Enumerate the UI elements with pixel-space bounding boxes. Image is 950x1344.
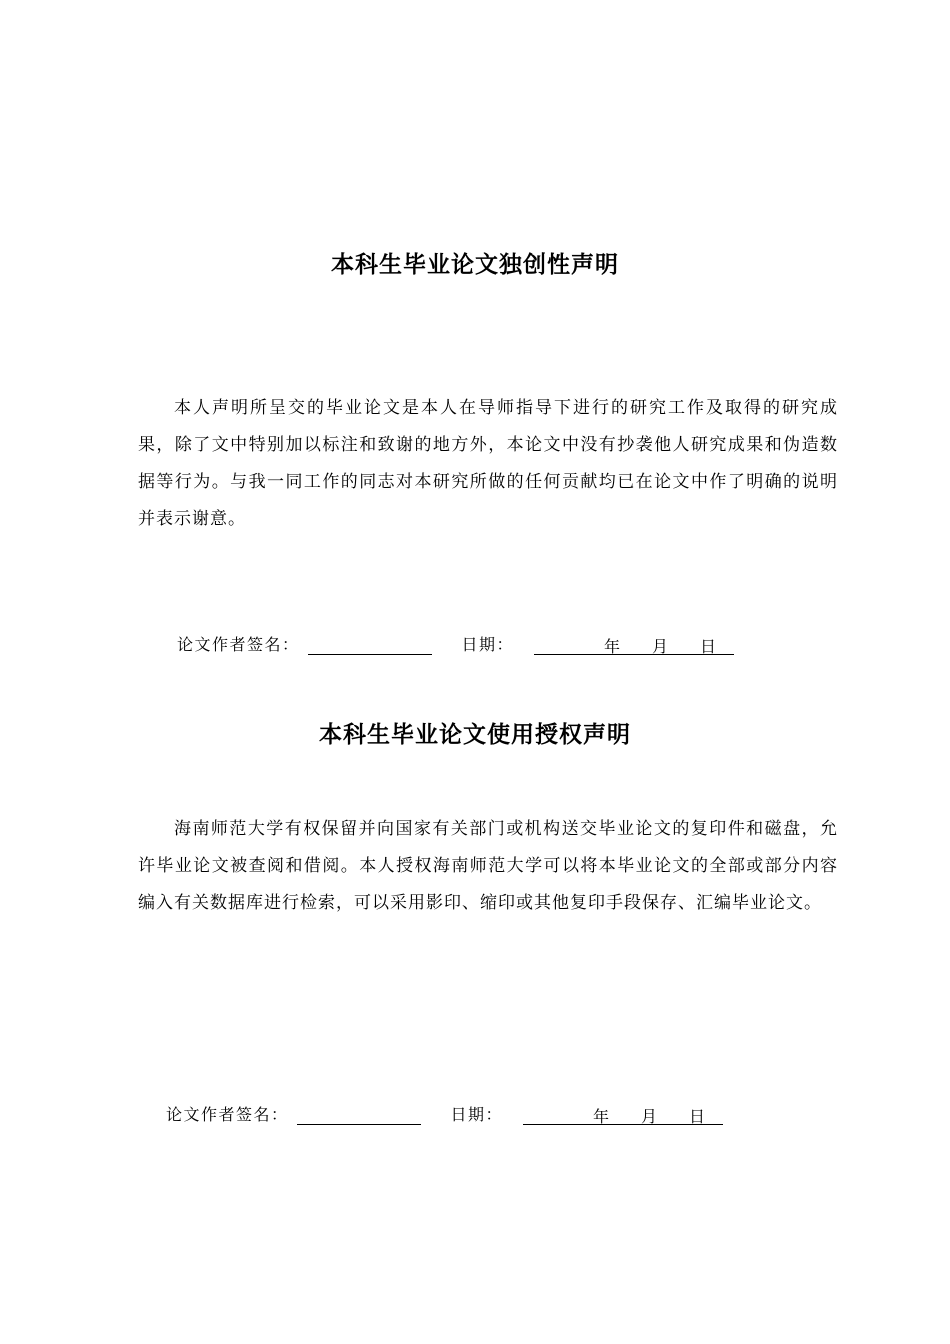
day-label: 日	[700, 637, 717, 656]
authorization-statement: 海南师范大学有权保留并向国家有关部门或机构送交毕业论文的复印件和磁盘，允许毕业论文被查阅和借阅。本人授权海南师范大学可以将本毕业论文的全部或部分内容编入有关数据库进行检索，可以采用影印、缩印或其他复印手段保存、汇编毕业论文。	[138, 819, 838, 913]
day-label: 日	[689, 1107, 706, 1126]
year-label: 年	[604, 637, 621, 656]
originality-statement: 本人声明所呈交的毕业论文是本人在导师指导下进行的研究工作及取得的研究成果，除了文中特别加以标注和致谢的地方外，本论文中没有抄袭他人研究成果和伪造数据等行为。与我一同工作的同志对本研究所做的任何贡献均已在论文中作了明确的说明并表示谢意。	[138, 398, 838, 529]
date-blank	[523, 1104, 723, 1125]
originality-signature-row	[177, 632, 734, 656]
authorization-signature-row	[166, 1102, 723, 1126]
signature-blank	[297, 1106, 421, 1125]
date-label: 日期：	[461, 635, 515, 654]
date-label: 日期：	[450, 1105, 504, 1124]
signature-blank	[308, 636, 432, 655]
signature-label: 论文作者签名：	[166, 1105, 289, 1124]
originality-title: 本科生毕业论文独创性声明	[331, 252, 619, 278]
year-label: 年	[593, 1107, 610, 1126]
signature-label: 论文作者签名：	[177, 635, 300, 654]
month-label: 月	[641, 1107, 658, 1126]
month-label: 月	[652, 637, 669, 656]
authorization-title: 本科生毕业论文使用授权声明	[319, 722, 631, 748]
date-blank	[534, 634, 734, 655]
